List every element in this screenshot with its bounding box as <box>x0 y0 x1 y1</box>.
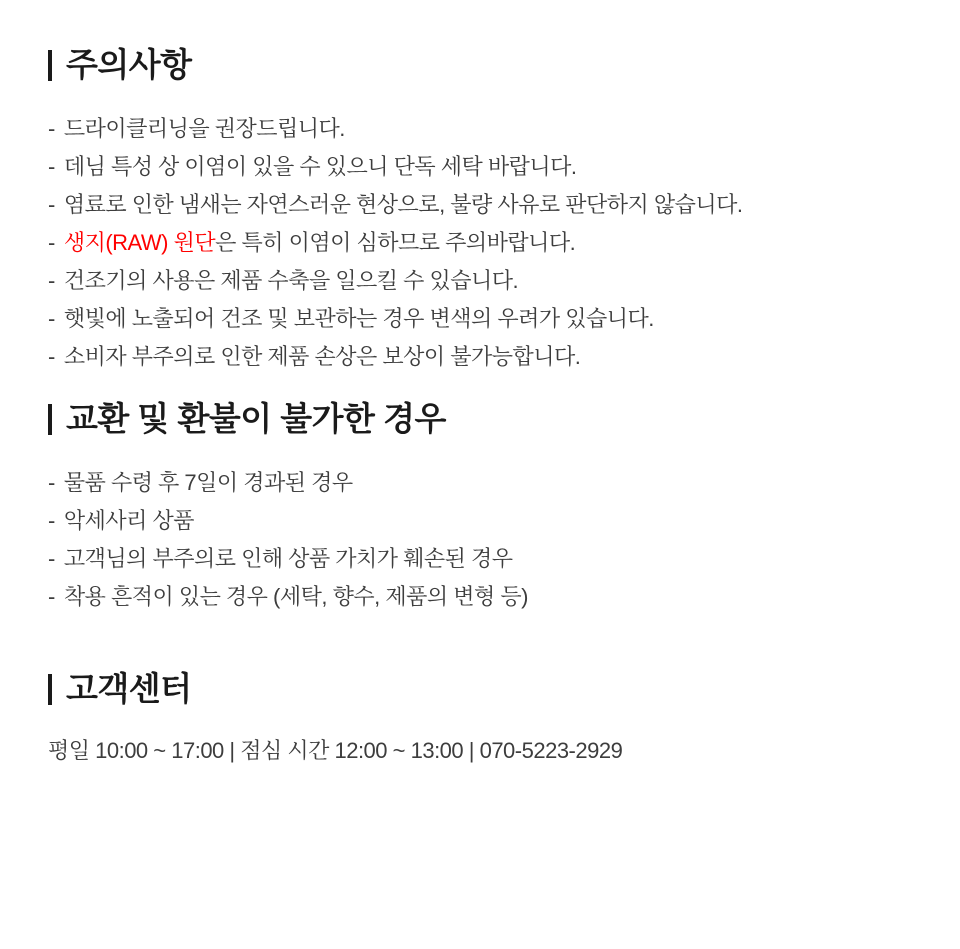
notice-item-text: 물품 수령 후 7일이 경과된 경우 <box>63 470 353 495</box>
no-exchange-refund-title <box>48 398 900 440</box>
notice-item <box>48 262 900 300</box>
notice-item <box>48 464 900 502</box>
notice-item <box>48 110 900 148</box>
section-no-exchange-refund <box>48 398 900 616</box>
section-customer-center <box>48 668 900 766</box>
customer-center-title-text: 고객센터 <box>66 670 192 707</box>
notice-item-text: 고객님의 부주의로 인해 상품 가치가 훼손된 경우 <box>63 546 513 571</box>
product-notice-page <box>0 44 960 949</box>
notice-item <box>48 578 900 616</box>
bullet-dash: - <box>48 116 55 141</box>
bullet-dash: - <box>48 306 55 331</box>
customer-center-hours: 평일 10:00 ~ 17:00 | 점심 시간 12:00 ~ 13:00 | 070-5223-2929 <box>48 738 623 763</box>
bullet-dash: - <box>48 192 55 217</box>
notice-item-highlighted-text: 생지(RAW) 원단 <box>63 230 216 255</box>
bullet-dash: - <box>48 584 55 609</box>
precautions-title <box>48 44 900 86</box>
bullet-dash: - <box>48 470 55 495</box>
bullet-dash: - <box>48 230 55 255</box>
notice-item <box>48 540 900 578</box>
notice-item-text: 건조기의 사용은 제품 수축을 일으킬 수 있습니다. <box>63 268 519 293</box>
no-exchange-refund-list <box>48 464 900 616</box>
title-bar-decoration <box>48 674 52 705</box>
no-exchange-refund-title-text: 교환 및 환불이 불가한 경우 <box>66 400 446 437</box>
notice-item-text: 염료로 인한 냄새는 자연스러운 현상으로, 불량 사유로 판단하지 않습니다. <box>63 192 743 217</box>
notice-item-text: 소비자 부주의로 인한 제품 손상은 보상이 불가능합니다. <box>63 344 581 369</box>
customer-center-title <box>48 668 900 710</box>
bullet-dash: - <box>48 344 55 369</box>
bullet-dash: - <box>48 268 55 293</box>
bullet-dash: - <box>48 154 55 179</box>
notice-item-text: 착용 흔적이 있는 경우 (세탁, 향수, 제품의 변형 등) <box>63 584 528 609</box>
notice-item-text: 햇빛에 노출되어 건조 및 보관하는 경우 변색의 우려가 있습니다. <box>63 306 654 331</box>
notice-item <box>48 502 900 540</box>
notice-item <box>48 186 900 224</box>
bullet-dash: - <box>48 546 55 571</box>
notice-item <box>48 338 900 376</box>
section-precautions <box>48 44 900 376</box>
notice-item-text: 드라이클리닝을 권장드립니다. <box>63 116 345 141</box>
bullet-dash: - <box>48 508 55 533</box>
precautions-title-text: 주의사항 <box>66 46 192 83</box>
notice-item <box>48 224 900 262</box>
notice-item-text: 악세사리 상품 <box>63 508 194 533</box>
title-bar-decoration <box>48 50 52 81</box>
notice-item <box>48 148 900 186</box>
notice-item <box>48 300 900 338</box>
precautions-list <box>48 110 900 376</box>
title-bar-decoration <box>48 404 52 435</box>
notice-item-text: 은 특히 이염이 심하므로 주의바랍니다. <box>215 230 576 255</box>
notice-item-text: 데님 특성 상 이염이 있을 수 있으니 단독 세탁 바랍니다. <box>63 154 577 179</box>
